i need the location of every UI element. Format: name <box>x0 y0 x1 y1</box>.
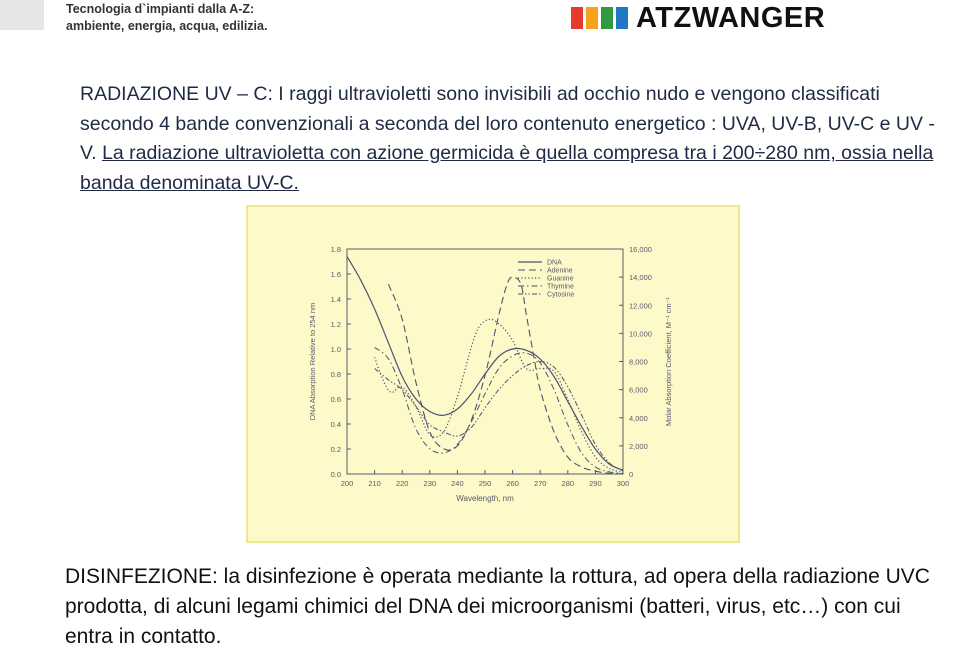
legend-label-cytosine: Cytosine <box>547 291 575 299</box>
x-tick-label: 270 <box>533 479 547 488</box>
intro-paragraph <box>80 80 940 198</box>
legend-label-guanine: Guanine <box>547 275 574 283</box>
y-left-tick-label: 1.6 <box>330 270 341 279</box>
logo-wordmark: ATZWANGER <box>636 2 826 34</box>
logo-block-green <box>601 7 613 29</box>
y-left-tick-label: 0.8 <box>330 370 341 379</box>
absorption-spectrum-figure <box>246 205 740 543</box>
intro-text: RADIAZIONE UV – C: I raggi ultravioletti sono invisibili ad occhio nudo e vengono classificati secondo 4 bande convenzionali a seconda del loro contenuto energetico : UVA, UV-B, UV-C e UV - V. <box>80 83 935 164</box>
x-tick-label: 260 <box>506 479 519 488</box>
y-right-tick-label: 0 <box>629 470 634 479</box>
y-right-tick-label: 10,000 <box>629 329 652 339</box>
x-tick-label: 250 <box>478 479 492 488</box>
header-title <box>66 1 267 35</box>
y-right-tick-label: 12,000 <box>629 301 652 311</box>
x-tick-label: 220 <box>395 479 409 488</box>
legend-label-thymine: Thymine <box>547 283 574 291</box>
y-left-tick-label: 0.6 <box>330 395 341 404</box>
series-line-thymine <box>375 347 623 473</box>
header-grey-square <box>0 0 44 30</box>
series-line-dna <box>347 257 623 471</box>
y-left-tick-label: 1.2 <box>330 320 341 329</box>
x-tick-label: 200 <box>340 479 354 488</box>
y-right-tick-label: 8,000 <box>629 357 648 367</box>
series-line-cytosine <box>375 361 623 471</box>
y-left-tick-label: 1.4 <box>330 295 341 304</box>
legend-label-adenine: Adenine <box>547 267 573 275</box>
x-tick-label: 210 <box>368 479 381 488</box>
y-left-tick-label: 1.8 <box>330 245 341 254</box>
x-axis-label: Wavelength, nm <box>456 494 514 503</box>
x-tick-label: 280 <box>561 479 575 488</box>
x-tick-label: 290 <box>589 479 602 488</box>
plot-frame <box>347 249 623 474</box>
series-line-guanine <box>375 319 623 472</box>
x-tick-label: 230 <box>423 479 437 488</box>
logo-block-blue <box>616 7 628 29</box>
y-right-tick-label: 14,000 <box>629 273 652 283</box>
logo-block-orange <box>586 7 598 29</box>
disinfection-paragraph: DISINFEZIONE: la disinfezione è operata mediante la rottura, ad opera della radiazione UVC prodotta, di alcuni legami chimici del DNA dei microorganismi (batteri, virus, etc…) con cui entra in contatto. <box>65 565 930 648</box>
x-tick-label: 300 <box>616 479 630 488</box>
absorption-chart <box>248 207 738 541</box>
y-right-axis-label: Molar Absorption Coefficient, M⁻¹ cm⁻¹ <box>664 296 673 427</box>
intro-underlined-text: La radiazione ultravioletta con azione germicida è quella compresa tra i 200÷280 nm, ossia nella banda denominata UV-C. <box>80 142 934 194</box>
y-left-tick-label: 1.0 <box>330 345 341 354</box>
y-right-tick-label: 16,000 <box>629 245 652 254</box>
y-left-tick-label: 0.0 <box>330 470 341 479</box>
atzwanger-logo <box>571 2 826 34</box>
y-left-axis-label: DNA Absorption Relative to 254 nm <box>308 302 317 421</box>
header-title-line-2: ambiente, energia, acqua, edilizia. <box>66 19 268 33</box>
y-left-tick-label: 0.4 <box>330 420 341 429</box>
header-title-line-1: Tecnologia d`impianti dalla A-Z: <box>66 2 255 16</box>
y-right-tick-label: 6,000 <box>629 385 648 395</box>
legend-label-dna: DNA <box>547 259 562 267</box>
x-tick-label: 240 <box>451 479 464 488</box>
y-right-tick-label: 4,000 <box>629 413 648 423</box>
logo-block-red <box>571 7 583 29</box>
y-left-tick-label: 0.2 <box>330 445 341 454</box>
y-right-tick-label: 2,000 <box>629 441 648 451</box>
